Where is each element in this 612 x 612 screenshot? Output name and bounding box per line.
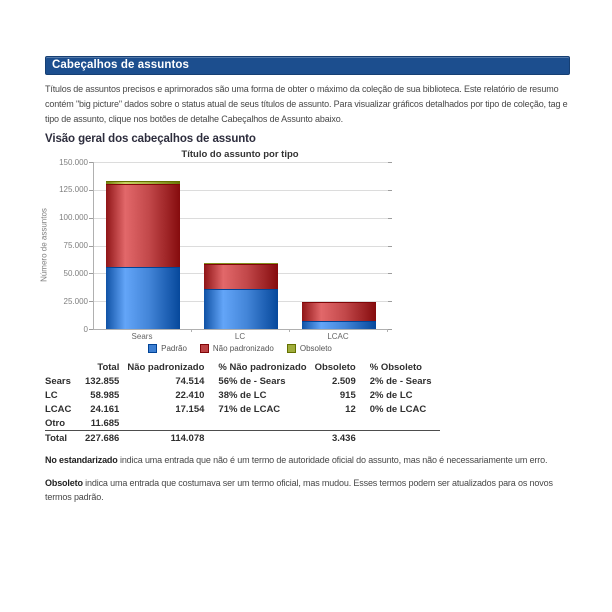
y-tick-label: 125.000	[59, 185, 88, 195]
table-row	[45, 388, 440, 402]
table-header-cell: Total	[97, 361, 120, 373]
legend-item-obsoleto	[287, 344, 332, 353]
report-content	[39, 56, 570, 505]
y-axis-label: Número de assuntos	[39, 208, 49, 282]
y-tick-label: 75.000	[63, 241, 88, 250]
x-boundary-tick	[191, 329, 192, 332]
table-cell: 74.514	[175, 375, 205, 387]
y-tick-label: 50.000	[63, 268, 88, 278]
y-tick-label: 100.000	[59, 213, 88, 223]
subject-table	[45, 360, 440, 445]
table-cell: 2% de - Sears	[369, 375, 432, 387]
table-cell: LC	[45, 389, 58, 401]
chart-title: Título do assunto por tipo	[181, 149, 299, 160]
table-total-row	[45, 431, 440, 446]
table-header-cell: Obsoleto	[314, 361, 356, 373]
note-nonstandard	[45, 453, 568, 468]
table-cell: 22.410	[175, 389, 205, 401]
y-tick	[89, 246, 93, 247]
bar-lc	[204, 263, 278, 329]
table-cell: 24.161	[90, 403, 120, 415]
legend-label: Obsoleto	[299, 344, 332, 353]
y-tick-right	[388, 273, 392, 274]
section-header-bar	[45, 56, 570, 75]
y-tick-label: 0	[83, 324, 88, 334]
y-tick	[89, 329, 93, 330]
table-row	[45, 402, 440, 416]
y-tick	[89, 190, 93, 191]
bar-segment-padr-o	[204, 289, 278, 329]
table-cell: Total	[45, 431, 81, 446]
y-tick-right	[388, 329, 392, 330]
bar-sears	[106, 181, 180, 329]
table-cell	[208, 431, 310, 446]
table-cell	[208, 416, 310, 431]
table-row	[45, 416, 440, 431]
y-tick-right	[388, 162, 392, 163]
x-axis-label: LCAC	[327, 332, 349, 341]
table-cell: 3.436	[311, 431, 360, 446]
y-tick-right	[388, 218, 392, 219]
bar-segment-padr-o	[106, 267, 180, 329]
table-cell: 0% de LCAC	[369, 403, 427, 415]
y-tick	[89, 301, 93, 302]
x-boundary-tick	[387, 329, 388, 332]
section-header-title: Cabeçalhos de assuntos	[52, 59, 190, 71]
gridline	[94, 162, 388, 163]
table-header-row	[45, 360, 440, 374]
legend-swatch	[148, 344, 157, 353]
table-cell: 58.985	[90, 389, 120, 401]
legend-swatch	[200, 344, 209, 353]
x-axis-label: Sears	[131, 332, 153, 341]
bar-segment-padr-o	[302, 321, 376, 329]
table-header-cell: % Não padronizado	[218, 361, 307, 373]
table-cell: 2.509	[331, 375, 356, 387]
y-tick	[89, 218, 93, 219]
table-cell: 227.686	[81, 431, 123, 446]
y-tick	[89, 162, 93, 163]
table-cell: Otro	[45, 417, 66, 429]
chart-legend	[93, 344, 387, 353]
table-cell: 114.078	[123, 431, 208, 446]
y-tick	[89, 273, 93, 274]
table-header-cell: % Obsoleto	[369, 361, 422, 373]
note-lead: No estandarizado	[45, 455, 118, 465]
table-cell: 17.154	[175, 403, 205, 415]
table-cell: 11.685	[90, 417, 120, 429]
intro-paragraph: Títulos de assuntos precisos e aprimorados são uma forma de obter o máximo da coleção de sua biblioteca. Este relatório de resumo contém "big picture" dados sobre o status atual de seus títulos de assunto. Para visualizar gráficos detalhados por tipo de coleção, tag e tipo de assunto, clique nos botões de detalhe Cabeçalhos de Assunto abaixo.	[45, 84, 568, 124]
table-cell: 56% de - Sears	[218, 375, 286, 387]
table-cell: 71% de LCAC	[218, 403, 281, 415]
table-cell	[123, 416, 208, 431]
table-cell: 915	[339, 389, 356, 401]
y-tick-right	[388, 246, 392, 247]
y-tick-right	[388, 301, 392, 302]
note-obsolete	[45, 476, 568, 505]
x-axis-label: LC	[234, 332, 246, 341]
bar-segment-n-o-padronizado	[106, 184, 180, 267]
table-cell: Sears	[45, 375, 71, 387]
plot-area	[59, 157, 388, 334]
table-cell: 12	[345, 403, 356, 415]
note-text: indica uma entrada que costumava ser um termo oficial, mas mudou. Esses termos podem ser atualizados para os novos termos padrão.	[45, 477, 553, 502]
table-header-cell	[45, 360, 81, 374]
bar-segment-n-o-padronizado	[204, 264, 278, 289]
note-lead: Obsoleto	[45, 477, 83, 488]
legend-swatch	[287, 344, 296, 353]
subject-chart	[39, 148, 570, 356]
table-cell: LCAC	[45, 403, 72, 415]
table-cell	[311, 416, 360, 431]
bar-segment-n-o-padronizado	[302, 302, 376, 321]
table-cell: 38% de LC	[218, 389, 267, 401]
table-header-cell: Não padronizado	[127, 361, 205, 373]
table-cell: 2% de LC	[369, 389, 413, 401]
table-cell	[360, 416, 440, 431]
x-boundary-tick	[289, 329, 290, 332]
legend-item-n-o-padronizado	[200, 344, 274, 353]
y-tick-label: 25.000	[63, 296, 88, 306]
table-cell	[360, 431, 440, 446]
y-tick-right	[388, 190, 392, 191]
table-body	[45, 374, 440, 445]
note-text: indica uma entrada que não é um termo de autoridade oficial do assunto, mas não é necessariamente um erro.	[117, 455, 548, 465]
y-tick-label: 150.000	[59, 157, 88, 167]
bar-lcac	[302, 302, 376, 329]
overview-heading: Visão geral dos cabeçalhos de assunto	[45, 133, 256, 145]
legend-item-padr-o	[148, 344, 187, 353]
legend-label: Padrão	[161, 344, 187, 353]
legend-label: Não padronizado	[212, 344, 274, 353]
table-cell: 132.855	[85, 375, 120, 387]
table-row	[45, 374, 440, 388]
